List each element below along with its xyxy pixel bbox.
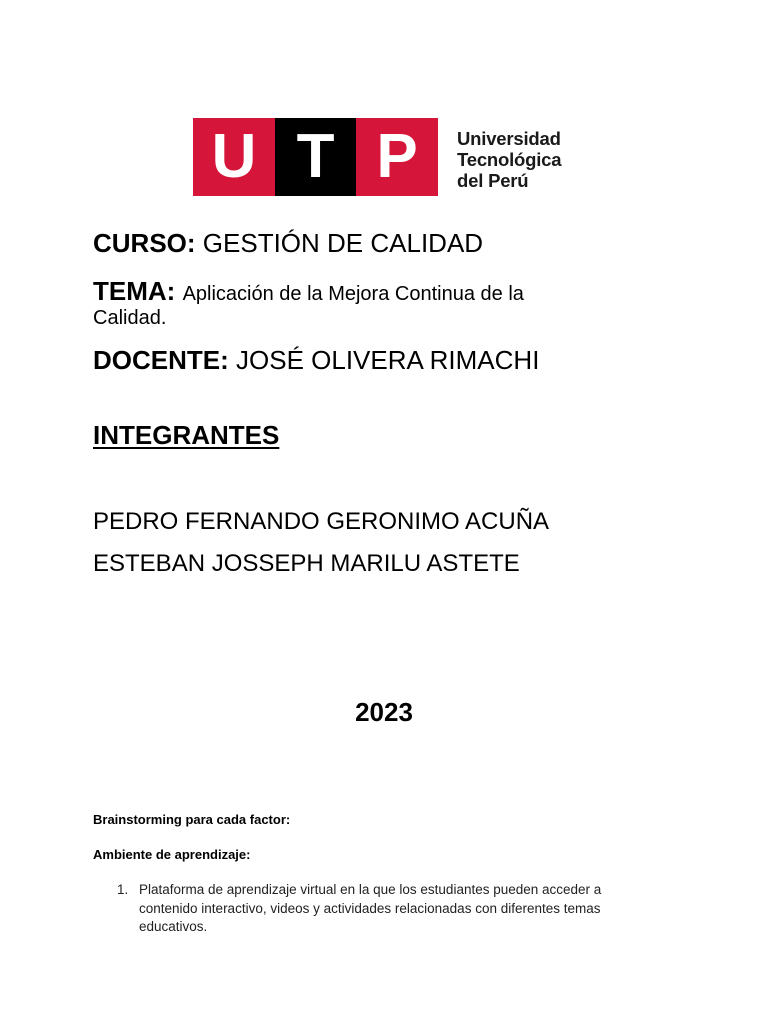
member-name: ESTEBAN JOSSEPH MARILU ASTETE: [93, 550, 520, 577]
learning-environment-heading: Ambiente de aprendizaje:: [93, 847, 251, 862]
year: 2023: [355, 697, 413, 727]
brainstorm-heading: Brainstorming para cada factor:: [93, 812, 291, 827]
teacher-line: [93, 345, 539, 376]
list-item-number: 1.: [117, 882, 129, 897]
topic-value: Aplicación de la Mejora Continua de la: [182, 283, 524, 305]
logo-letter-t: T: [275, 118, 356, 196]
topic-line: [93, 276, 524, 307]
course-line: [93, 228, 483, 259]
members-heading: INTEGRANTES: [93, 420, 280, 450]
logo-name-line: Universidad: [457, 128, 561, 149]
list-item-line: educativos.: [139, 919, 208, 934]
course-value: GESTIÓN DE CALIDAD: [202, 228, 484, 258]
course-label: CURSO:: [93, 228, 196, 258]
list-item-line: Plataforma de aprendizaje virtual en la que los estudiantes pueden acceder a: [139, 882, 602, 897]
topic-value-continuation: Calidad.: [93, 307, 167, 329]
logo-university-name: [457, 128, 561, 191]
logo-name-line: del Perú: [457, 170, 529, 191]
logo-letter-p: P: [356, 118, 438, 196]
teacher-label: DOCENTE:: [93, 345, 229, 375]
logo-letter-u: U: [193, 118, 275, 196]
list-item-line: contenido interactivo, videos y actividades relacionadas con diferentes temas: [139, 900, 601, 916]
list-item-text: [139, 881, 649, 937]
utp-logo: [193, 118, 583, 198]
topic-label: TEMA:: [93, 276, 176, 306]
member-name: PEDRO FERNANDO GERONIMO ACUÑA: [93, 508, 550, 535]
logo-name-line: Tecnológica: [457, 149, 562, 170]
teacher-value: JOSÉ OLIVERA RIMACHI: [236, 345, 540, 375]
